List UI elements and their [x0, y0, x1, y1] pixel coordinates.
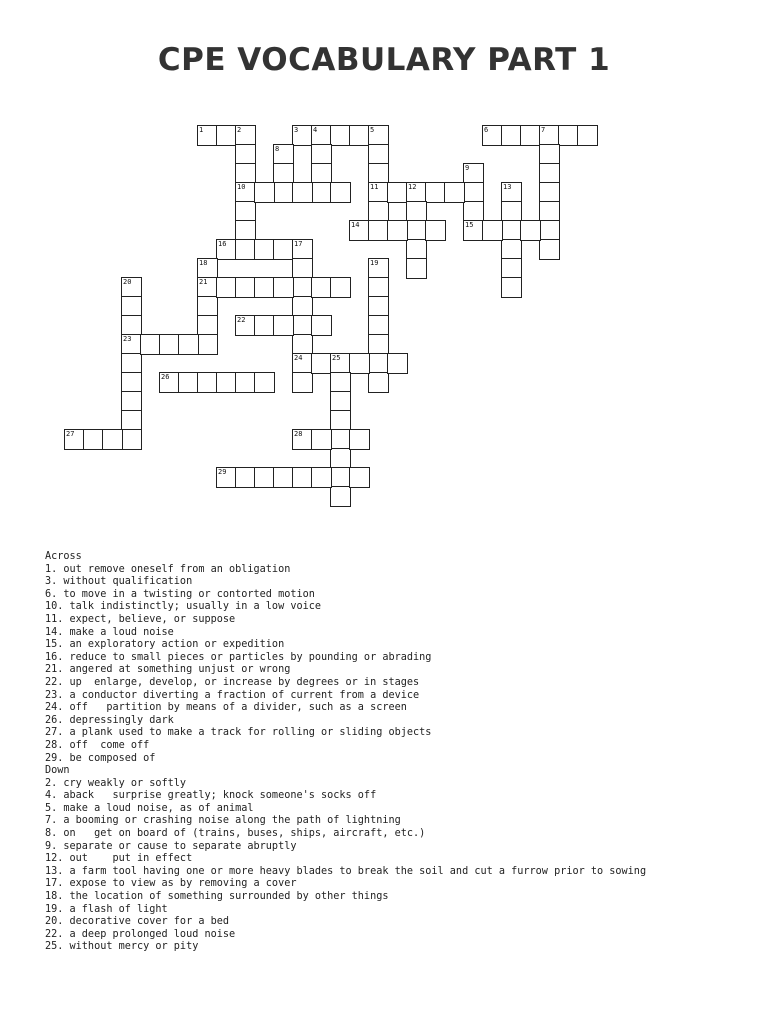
grid-cell[interactable]	[159, 334, 180, 355]
grid-cell[interactable]	[501, 277, 522, 298]
grid-cell[interactable]	[292, 372, 313, 393]
grid-cell[interactable]	[121, 410, 142, 431]
clue-item: 24. off partition by means of a divider, such as a screen	[45, 702, 407, 714]
grid-cell[interactable]	[254, 182, 275, 203]
grid-cell[interactable]	[501, 201, 522, 222]
grid-cell[interactable]	[539, 201, 560, 222]
grid-cell[interactable]	[539, 163, 560, 184]
grid-cell[interactable]	[235, 239, 256, 260]
grid-cell[interactable]	[349, 220, 370, 241]
across-heading: Across	[45, 551, 82, 562]
grid-cell[interactable]	[368, 334, 389, 355]
grid-cell[interactable]	[121, 315, 142, 336]
grid-cell[interactable]	[349, 467, 370, 488]
grid-cell[interactable]	[501, 239, 522, 260]
grid-cell[interactable]	[235, 315, 256, 336]
grid-cell[interactable]	[83, 429, 104, 450]
clue-item: 21. angered at something unjust or wrong	[45, 664, 291, 676]
grid-cell[interactable]	[539, 144, 560, 165]
grid-cell[interactable]	[368, 277, 389, 298]
clue-number: 21	[199, 278, 208, 286]
grid-cell[interactable]	[330, 125, 351, 146]
grid-cell[interactable]	[539, 125, 560, 146]
grid-cell[interactable]	[197, 125, 218, 146]
clue-item: 8. on get on board of (trains, buses, ships, aircraft, etc.)	[45, 828, 426, 840]
grid-cell[interactable]	[406, 201, 427, 222]
grid-cell[interactable]	[368, 220, 389, 241]
grid-cell[interactable]	[235, 144, 256, 165]
clue-item: 28. off come off	[45, 739, 150, 751]
grid-cell[interactable]	[235, 182, 256, 203]
grid-cell[interactable]	[368, 353, 389, 374]
grid-cell[interactable]	[330, 391, 351, 412]
clue-item: 10. talk indistinctly; usually in a low voice	[45, 601, 322, 613]
grid-cell[interactable]	[254, 372, 275, 393]
grid-cell[interactable]	[235, 125, 256, 146]
grid-cell[interactable]	[387, 182, 408, 203]
clue-item: 3. without qualification	[45, 576, 193, 588]
clue-number: 4	[313, 126, 318, 134]
grid-cell[interactable]	[311, 125, 332, 146]
grid-cell[interactable]	[425, 182, 446, 203]
clue-number: 8	[275, 145, 280, 153]
clue-number: 28	[294, 430, 303, 438]
grid-cell[interactable]	[501, 125, 522, 146]
clue-item: 19. a flash of light	[45, 903, 168, 915]
clue-number: 18	[199, 259, 208, 267]
grid-cell[interactable]	[463, 220, 484, 241]
grid-cell[interactable]	[292, 182, 313, 203]
clue-item: 17. expose to view as by removing a cover	[45, 878, 297, 890]
grid-cell[interactable]	[292, 429, 313, 450]
grid-cell[interactable]	[482, 220, 503, 241]
grid-cell[interactable]	[406, 220, 427, 241]
grid-cell[interactable]	[330, 486, 351, 507]
grid-cell[interactable]	[292, 467, 313, 488]
grid-cell[interactable]	[463, 182, 484, 203]
grid-cell[interactable]	[311, 163, 332, 184]
grid-cell[interactable]	[273, 239, 294, 260]
grid-cell[interactable]	[349, 429, 370, 450]
grid-cell[interactable]	[273, 182, 294, 203]
clue-number: 26	[161, 373, 170, 381]
clue-number: 14	[351, 221, 360, 229]
grid-cell[interactable]	[368, 125, 389, 146]
grid-cell[interactable]	[235, 201, 256, 222]
grid-cell[interactable]	[520, 220, 541, 241]
grid-cell[interactable]	[121, 391, 142, 412]
clue-item: 7. a booming or crashing noise along the path of lightning	[45, 815, 401, 827]
down-clues	[45, 778, 755, 954]
grid-cell[interactable]	[387, 220, 408, 241]
grid-cell[interactable]	[197, 296, 218, 317]
grid-cell[interactable]	[292, 277, 313, 298]
grid-cell[interactable]	[558, 125, 579, 146]
grid-cell[interactable]	[577, 125, 598, 146]
grid-cell[interactable]	[368, 258, 389, 279]
grid-cell[interactable]	[254, 277, 275, 298]
page-title: CPE VOCABULARY PART 1	[157, 42, 611, 78]
grid-cell[interactable]	[292, 296, 313, 317]
clue-item: 18. the location of something surrounded by other things	[45, 891, 389, 903]
grid-cell[interactable]	[121, 277, 142, 298]
grid-cell[interactable]	[235, 372, 256, 393]
clue-number: 11	[370, 183, 379, 191]
grid-cell[interactable]	[216, 125, 237, 146]
grid-cell[interactable]	[121, 429, 142, 450]
clue-number: 10	[237, 183, 246, 191]
grid-cell[interactable]	[121, 296, 142, 317]
grid-cell[interactable]	[330, 182, 351, 203]
clue-number: 25	[332, 354, 341, 362]
clue-number: 12	[408, 183, 417, 191]
grid-cell[interactable]	[235, 220, 256, 241]
clue-number: 29	[218, 468, 227, 476]
grid-cell[interactable]	[311, 315, 332, 336]
grid-cell[interactable]	[216, 239, 237, 260]
clue-item: 9. separate or cause to separate abruptly	[45, 840, 297, 852]
grid-cell[interactable]	[539, 239, 560, 260]
clue-number: 22	[237, 316, 246, 324]
across-clues	[45, 564, 755, 766]
grid-cell[interactable]	[368, 296, 389, 317]
grid-cell[interactable]	[197, 334, 218, 355]
grid-cell[interactable]	[311, 353, 332, 374]
grid-cell[interactable]	[406, 239, 427, 260]
clue-number: 13	[503, 183, 512, 191]
clue-number: 5	[370, 126, 375, 134]
grid-cell[interactable]	[311, 144, 332, 165]
clue-item: 2. cry weakly or softly	[45, 777, 187, 789]
grid-cell[interactable]	[311, 182, 332, 203]
grid-cell[interactable]	[121, 334, 142, 355]
grid-cell[interactable]	[330, 429, 351, 450]
grid-cell[interactable]	[273, 277, 294, 298]
clue-item: 11. expect, believe, or suppose	[45, 613, 236, 625]
grid-cell[interactable]	[140, 334, 161, 355]
clue-number: 16	[218, 240, 227, 248]
grid-cell[interactable]	[368, 182, 389, 203]
grid-cell[interactable]	[197, 315, 218, 336]
grid-cell[interactable]	[311, 467, 332, 488]
grid-cell[interactable]	[368, 201, 389, 222]
clue-item: 20. decorative cover for a bed	[45, 916, 230, 928]
grid-cell[interactable]	[520, 125, 541, 146]
clue-item: 6. to move in a twisting or contorted motion	[45, 588, 315, 600]
grid-cell[interactable]	[159, 372, 180, 393]
grid-cell[interactable]	[273, 315, 294, 336]
grid-cell[interactable]	[425, 220, 446, 241]
clue-number: 15	[465, 221, 474, 229]
grid-cell[interactable]	[501, 258, 522, 279]
clue-item: 23. a conductor diverting a fraction of current from a device	[45, 689, 420, 701]
grid-cell[interactable]	[444, 182, 465, 203]
clue-number: 1	[199, 126, 204, 134]
grid-cell[interactable]	[216, 467, 237, 488]
grid-cell[interactable]	[292, 239, 313, 260]
grid-cell[interactable]	[292, 334, 313, 355]
grid-cell[interactable]	[463, 163, 484, 184]
clue-item: 1. out remove oneself from an obligation	[45, 563, 291, 575]
grid-cell[interactable]	[254, 467, 275, 488]
grid-cell[interactable]	[292, 125, 313, 146]
clue-number: 19	[370, 259, 379, 267]
grid-cell[interactable]	[197, 258, 218, 279]
clue-item: 22. up enlarge, develop, or increase by degrees or in stages	[45, 676, 420, 688]
grid-cell[interactable]	[330, 277, 351, 298]
clue-number: 6	[484, 126, 489, 134]
grid-cell[interactable]	[501, 182, 522, 203]
grid-cell[interactable]	[539, 182, 560, 203]
clue-item: 14. make a loud noise	[45, 626, 174, 638]
clue-number: 23	[123, 335, 132, 343]
grid-cell[interactable]	[311, 429, 332, 450]
grid-cell[interactable]	[368, 163, 389, 184]
clue-number: 3	[294, 126, 299, 134]
grid-cell[interactable]	[273, 467, 294, 488]
grid-cell[interactable]	[273, 144, 294, 165]
grid-cell[interactable]	[254, 315, 275, 336]
clue-item: 26. depressingly dark	[45, 714, 174, 726]
grid-cell[interactable]	[235, 277, 256, 298]
down-heading: Down	[45, 765, 70, 777]
grid-cell[interactable]	[292, 353, 313, 374]
grid-cell[interactable]	[102, 429, 123, 450]
clue-item: 13. a farm tool having one or more heavy blades to break the soil and cut a furrow prior to sowing	[45, 865, 647, 877]
grid-cell[interactable]	[330, 353, 351, 374]
clue-number: 7	[541, 126, 546, 134]
grid-cell[interactable]	[121, 353, 142, 374]
clue-list	[45, 551, 755, 954]
grid-cell[interactable]	[501, 220, 522, 241]
grid-cell[interactable]	[387, 353, 408, 374]
grid-cell[interactable]	[463, 201, 484, 222]
grid-cell[interactable]	[330, 410, 351, 431]
clue-number: 24	[294, 354, 303, 362]
grid-cell[interactable]	[235, 163, 256, 184]
clue-number: 17	[294, 240, 303, 248]
grid-cell[interactable]	[216, 372, 237, 393]
clue-number: 2	[237, 126, 242, 134]
grid-cell[interactable]	[254, 239, 275, 260]
grid-cell[interactable]	[368, 144, 389, 165]
grid-cell[interactable]	[121, 372, 142, 393]
grid-cell[interactable]	[330, 448, 351, 469]
clue-item: 12. out put in effect	[45, 853, 193, 865]
grid-cell[interactable]	[235, 467, 256, 488]
grid-cell[interactable]	[216, 277, 237, 298]
grid-cell[interactable]	[292, 258, 313, 279]
grid-cell[interactable]	[178, 334, 199, 355]
clue-item: 4. aback surprise greatly; knock someone's socks off	[45, 790, 377, 802]
clue-item: 29. be composed of	[45, 752, 156, 764]
grid-cell[interactable]	[330, 372, 351, 393]
grid-cell[interactable]	[273, 163, 294, 184]
clue-item: 22. a deep prolonged loud noise	[45, 928, 236, 940]
clue-number: 9	[465, 164, 470, 172]
grid-cell[interactable]	[482, 125, 503, 146]
grid-cell[interactable]	[292, 315, 313, 336]
clue-item: 27. a plank used to make a track for rolling or sliding objects	[45, 727, 432, 739]
grid-cell[interactable]	[349, 125, 370, 146]
clue-item: 25. without mercy or pity	[45, 941, 199, 953]
grid-cell[interactable]	[368, 372, 389, 393]
grid-cell[interactable]	[178, 372, 199, 393]
grid-cell[interactable]	[197, 277, 218, 298]
grid-cell[interactable]	[368, 315, 389, 336]
clue-number: 27	[66, 430, 75, 438]
clue-item: 15. an exploratory action or expedition	[45, 639, 285, 651]
grid-cell[interactable]	[311, 277, 332, 298]
grid-cell[interactable]	[406, 258, 427, 279]
clue-number: 20	[123, 278, 132, 286]
grid-cell[interactable]	[330, 467, 351, 488]
grid-cell[interactable]	[197, 372, 218, 393]
grid-cell[interactable]	[64, 429, 85, 450]
grid-cell[interactable]	[406, 182, 427, 203]
grid-cell[interactable]	[349, 353, 370, 374]
grid-cell[interactable]	[539, 220, 560, 241]
clue-item: 16. reduce to small pieces or particles by pounding or abrading	[45, 651, 432, 663]
clue-item: 5. make a loud noise, as of animal	[45, 802, 254, 814]
